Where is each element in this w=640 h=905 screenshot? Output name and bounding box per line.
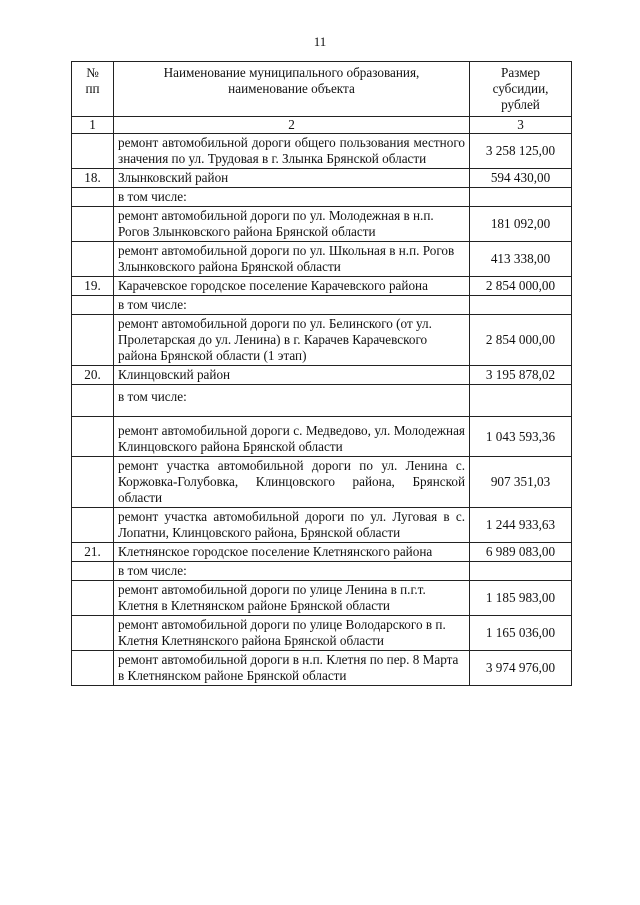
row-amount: 1 185 983,00 — [470, 581, 572, 616]
row-amount: 3 258 125,00 — [470, 134, 572, 169]
row-name: ремонт автомобильной дороги по улице Володарского в п. Клетня Клетнянского района Брянской области — [114, 616, 470, 651]
header-name: Наименование муниципального образования, наименование объекта — [114, 62, 470, 117]
row-amount — [470, 296, 572, 315]
page-number: 11 — [313, 34, 327, 49]
row-number — [72, 315, 114, 366]
row-number — [72, 581, 114, 616]
row-amount: 2 854 000,00 — [470, 277, 572, 296]
table-row — [72, 277, 572, 296]
row-number: 18. — [72, 169, 114, 188]
table-row — [72, 315, 572, 366]
row-name: Клетнянское городское поселение Клетнянского района — [114, 543, 470, 562]
header-number: № пп — [72, 62, 114, 117]
row-name: ремонт автомобильной дороги общего пользования местного значения по ул. Трудовая в г. Злынка Брянской области — [114, 134, 470, 169]
row-number: 21. — [72, 543, 114, 562]
table-row — [72, 508, 572, 543]
row-amount — [470, 385, 572, 417]
row-amount — [470, 562, 572, 581]
row-name: в том числе: — [114, 188, 470, 207]
row-name: ремонт автомобильной дороги в н.п. Клетня по пер. 8 Марта в Клетнянском районе Брянской области — [114, 651, 470, 686]
table-row — [72, 169, 572, 188]
table-row — [72, 457, 572, 508]
row-number — [72, 134, 114, 169]
row-number — [72, 508, 114, 543]
row-amount: 1 244 933,63 — [470, 508, 572, 543]
row-name: в том числе: — [114, 562, 470, 581]
header-amount: Размер субсидии, рублей — [470, 62, 572, 117]
table-row — [72, 366, 572, 385]
row-number — [72, 207, 114, 242]
table-row — [72, 188, 572, 207]
row-number — [72, 242, 114, 277]
table-row — [72, 385, 572, 417]
row-number — [72, 188, 114, 207]
row-name: ремонт участка автомобильной дороги по ул. Луговая в с. Лопатни, Клинцовского района, Брянской области — [114, 508, 470, 543]
row-number — [72, 457, 114, 508]
row-name: Клинцовский район — [114, 366, 470, 385]
subsidy-table — [71, 61, 572, 686]
row-amount: 6 989 083,00 — [470, 543, 572, 562]
row-number — [72, 562, 114, 581]
column-index-row — [72, 117, 572, 134]
row-name: в том числе: — [114, 385, 470, 417]
row-amount: 181 092,00 — [470, 207, 572, 242]
table-row — [72, 242, 572, 277]
table-row — [72, 651, 572, 686]
row-name: ремонт автомобильной дороги по улице Ленина в п.г.т. Клетня в Клетнянском районе Брянской области — [114, 581, 470, 616]
row-amount: 2 854 000,00 — [470, 315, 572, 366]
row-amount: 594 430,00 — [470, 169, 572, 188]
row-name: ремонт автомобильной дороги с. Медведово, ул. Молодежная Клинцовского района Брянской области — [114, 417, 470, 457]
row-number: 20. — [72, 366, 114, 385]
row-number — [72, 296, 114, 315]
row-number — [72, 616, 114, 651]
row-amount — [470, 188, 572, 207]
table-header-row — [72, 62, 572, 117]
table-row — [72, 417, 572, 457]
table-row — [72, 134, 572, 169]
row-amount: 3 974 976,00 — [470, 651, 572, 686]
column-index: 2 — [114, 117, 470, 134]
row-name: ремонт автомобильной дороги по ул. Школьная в н.п. Рогов Злынковского района Брянской области — [114, 242, 470, 277]
row-name: Злынковский район — [114, 169, 470, 188]
row-number: 19. — [72, 277, 114, 296]
row-name: ремонт участка автомобильной дороги по ул. Ленина с. Коржовка-Голубовка, Клинцовского района, Брянской области — [114, 457, 470, 508]
row-name: ремонт автомобильной дороги по ул. Молодежная в н.п. Рогов Злынковского района Брянской области — [114, 207, 470, 242]
row-amount: 907 351,03 — [470, 457, 572, 508]
row-amount: 1 043 593,36 — [470, 417, 572, 457]
table-row — [72, 581, 572, 616]
row-number — [72, 417, 114, 457]
row-amount: 413 338,00 — [470, 242, 572, 277]
row-name: в том числе: — [114, 296, 470, 315]
row-amount: 3 195 878,02 — [470, 366, 572, 385]
table-row — [72, 296, 572, 315]
row-number — [72, 385, 114, 417]
row-number — [72, 651, 114, 686]
column-index: 3 — [470, 117, 572, 134]
row-amount: 1 165 036,00 — [470, 616, 572, 651]
table-row — [72, 207, 572, 242]
table-row — [72, 562, 572, 581]
row-name: Карачевское городское поселение Карачевского района — [114, 277, 470, 296]
table-row — [72, 616, 572, 651]
row-name: ремонт автомобильной дороги по ул. Белинского (от ул. Пролетарская до ул. Ленина) в г. Карачев Карачевского района Брянской области (1 этап) — [114, 315, 470, 366]
table-row — [72, 543, 572, 562]
column-index: 1 — [72, 117, 114, 134]
